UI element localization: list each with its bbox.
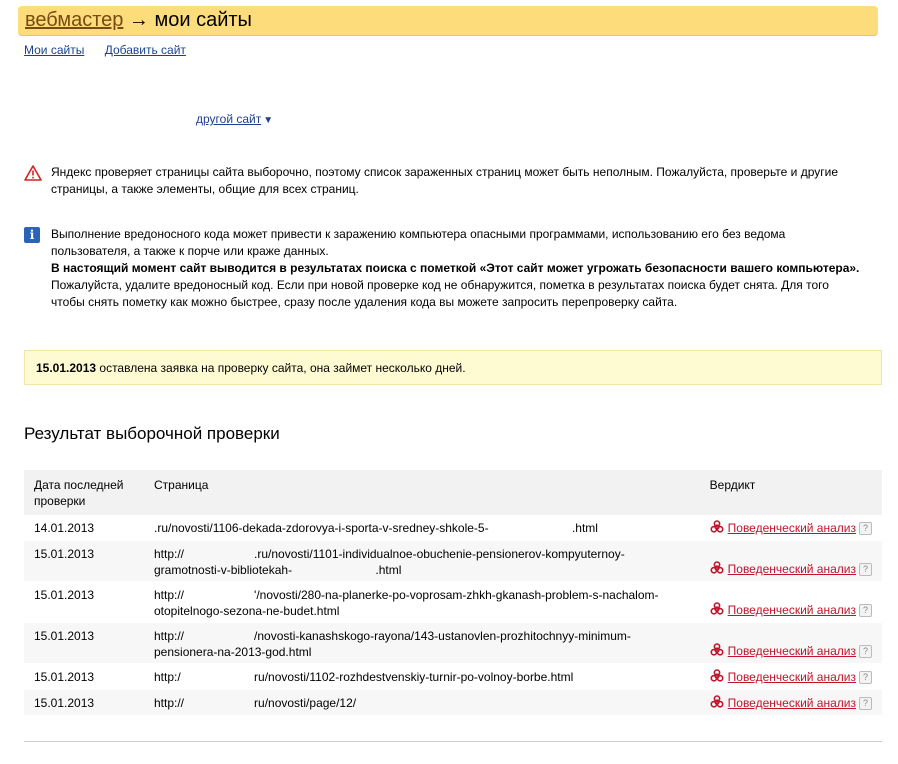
- header-page: Страница: [144, 470, 700, 515]
- dropdown-arrow-icon[interactable]: ▼: [263, 115, 274, 126]
- info-text-2: Пожалуйста, удалите вредоносный код. Если при новой проверке код не обнаружится, пометка в результатах поиска будет снята. Для того чтобы снять пометку как можно быстрее, сразу после удаления кода вы можете запросить перепроверку сайта.: [51, 278, 829, 309]
- verdict-link[interactable]: Поведенческий анализ: [727, 670, 856, 684]
- table-header-row: [24, 470, 882, 515]
- warning-message: [24, 164, 864, 204]
- info-text-1: Выполнение вредоносного кода может привести к заражению компьютера опасными программами, использованию его без ведома пользователя, а также к порче или краже данных.: [51, 227, 786, 258]
- help-icon[interactable]: ?: [859, 604, 872, 617]
- verdict-cell: [710, 520, 872, 536]
- page-title: [25, 8, 252, 32]
- info-message: [24, 226, 864, 330]
- recheck-notice: [24, 350, 882, 385]
- help-icon[interactable]: ?: [859, 671, 872, 684]
- header-date: Дата последней проверки: [24, 470, 144, 515]
- top-nav: [24, 43, 203, 57]
- verdict-link[interactable]: Поведенческий анализ: [727, 521, 856, 535]
- row-page-url: .ru/novosti/1106-dekada-zdorovya-i-sporta-v-sredney-shkole-5- .html: [144, 515, 700, 541]
- table-row: [24, 515, 882, 541]
- row-verdict: [700, 515, 882, 541]
- results-table: [24, 470, 882, 716]
- biohazard-icon: [710, 520, 724, 534]
- notice-text: оставлена заявка на проверку сайта, она займет несколько дней.: [96, 361, 466, 375]
- verdict-link[interactable]: Поведенческий анализ: [727, 644, 856, 658]
- verdict-link[interactable]: Поведенческий анализ: [727, 562, 856, 576]
- verdict-link[interactable]: Поведенческий анализ: [727, 696, 856, 710]
- help-icon[interactable]: ?: [859, 645, 872, 658]
- row-page-url: http:/ ru/novosti/1102-rozhdestvenskiy-turnir-po-volnoy-borbe.html: [144, 664, 700, 690]
- row-date: 14.01.2013: [24, 515, 144, 541]
- warning-text: Яндекс проверяет страницы сайта выборочно, поэтому список зараженных страниц может быть неполным. Пожалуйста, проверьте и другие страницы, а также элементы, общие для всех страниц.: [51, 165, 838, 196]
- help-icon[interactable]: ?: [859, 697, 872, 710]
- row-date: 15.01.2013: [24, 664, 144, 690]
- row-date: 15.01.2013: [24, 541, 144, 582]
- row-page-url: http:// .ru/novosti/1101-individualnoe-obuchenie-pensionerov-kompyuternoy-gramotnosti-v-bibliotekah- .html: [144, 541, 700, 582]
- verdict-link[interactable]: Поведенческий анализ: [727, 603, 856, 617]
- info-bold-text: В настоящий момент сайт выводится в результатах поиска с пометкой «Этот сайт может угрожать безопасности вашего компьютера».: [51, 261, 860, 275]
- my-sites-link[interactable]: Мои сайты: [24, 43, 85, 57]
- webmaster-link[interactable]: вебмастер: [25, 9, 124, 31]
- info-icon: i: [24, 227, 40, 243]
- row-date: 15.01.2013: [24, 690, 144, 716]
- table-row: [24, 623, 882, 664]
- row-date: 15.01.2013: [24, 623, 144, 664]
- row-verdict: [700, 582, 882, 623]
- verdict-cell: [710, 602, 872, 618]
- add-site-link[interactable]: Добавить сайт: [104, 43, 186, 57]
- table-row: [24, 664, 882, 690]
- table-bottom-border: [24, 741, 882, 742]
- header-verdict: Вердикт: [700, 470, 882, 515]
- row-verdict: [700, 541, 882, 582]
- verdict-cell: [710, 669, 872, 685]
- row-page-url: http:// /novosti-kanashskogo-rayona/143-ustanovlen-prozhitochnyy-minimum-pensionera-na-2013-god.html: [144, 623, 700, 664]
- info-text-block: [51, 226, 863, 311]
- warning-triangle-icon: [24, 165, 42, 181]
- table-row: [24, 541, 882, 582]
- row-verdict: [700, 690, 882, 716]
- help-icon[interactable]: ?: [859, 522, 872, 535]
- biohazard-icon: [710, 643, 724, 657]
- biohazard-icon: [710, 669, 724, 683]
- other-site-link[interactable]: другой сайт: [196, 112, 262, 126]
- notice-date: 15.01.2013: [36, 361, 97, 375]
- site-selector[interactable]: [196, 112, 273, 126]
- page-title-rest: → мои сайты: [123, 9, 252, 31]
- verdict-cell: [710, 643, 872, 659]
- page-header: [18, 6, 878, 35]
- row-verdict: [700, 623, 882, 664]
- verdict-cell: [710, 561, 872, 577]
- help-icon[interactable]: ?: [859, 563, 872, 576]
- row-date: 15.01.2013: [24, 582, 144, 623]
- biohazard-icon: [710, 602, 724, 616]
- table-row: [24, 582, 882, 623]
- table-row: [24, 690, 882, 716]
- results-title: Результат выборочной проверки: [24, 424, 280, 443]
- row-page-url: http:// '/novosti/280-na-planerke-po-voprosam-zhkh-gkanash-problem-s-nachalom-otopitelnogo-sezona-ne-budet.html: [144, 582, 700, 623]
- row-verdict: [700, 664, 882, 690]
- row-page-url: http:// ru/novosti/page/12/: [144, 690, 700, 716]
- biohazard-icon: [710, 561, 724, 575]
- biohazard-icon: [710, 695, 724, 709]
- verdict-cell: [710, 695, 872, 711]
